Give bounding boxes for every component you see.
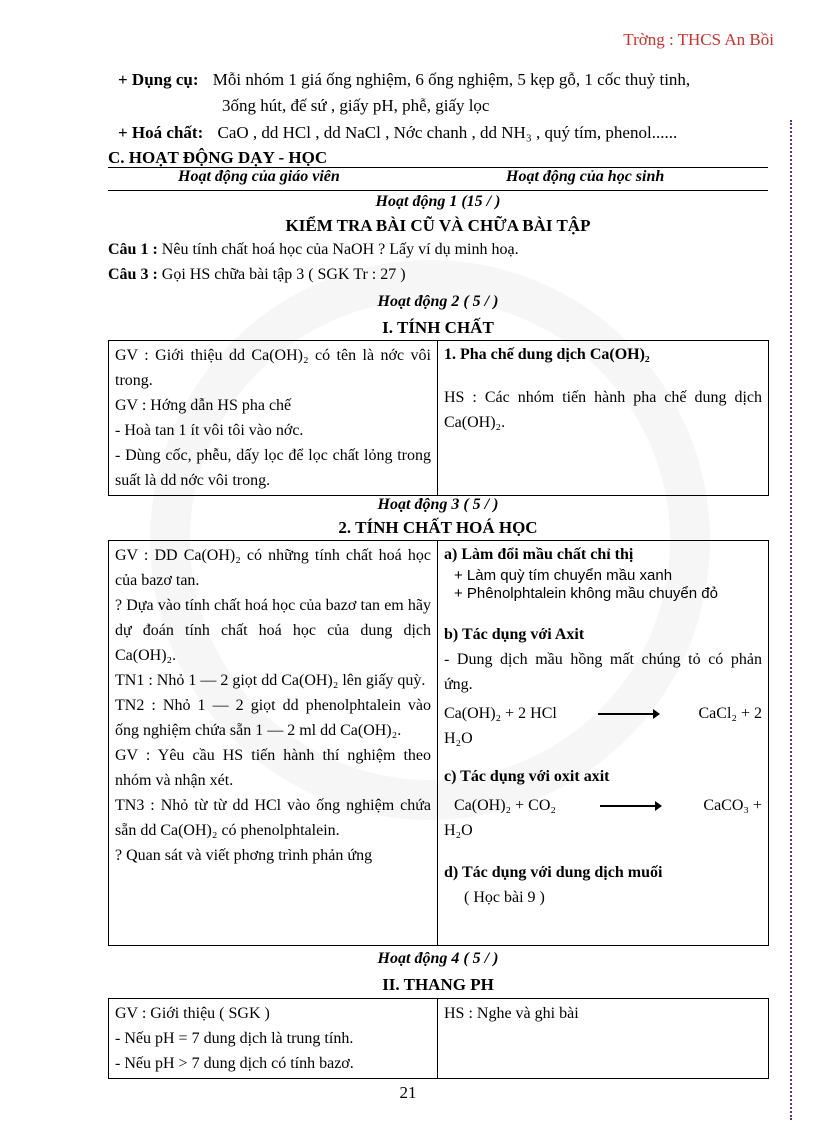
equation-1-right: CaCl₂ + 2 (698, 705, 762, 722)
school-header: Trờng : THCS An Bồi (623, 30, 774, 49)
activity4-gv-line: - Nếu pH > 7 dung dịch có tính bazơ. (115, 1055, 354, 1072)
activity3-teacher-cell (109, 541, 438, 946)
reaction-arrow-icon (600, 805, 660, 807)
tools-label: + Dụng cụ: (118, 70, 199, 89)
property-d-text: ( Học bài 9 ) (464, 889, 545, 906)
activity3-heading: 2. TÍNH CHẤT HOÁ HỌC (338, 518, 538, 537)
question-1-label: Câu 1 : (108, 241, 158, 258)
activity4-heading: II. THANG PH (382, 975, 494, 994)
activity4-title: Hoạt động 4 ( 5 / ) (377, 950, 499, 967)
reaction-arrow-icon (598, 713, 658, 715)
equation-2-right: CaCO₃ + (703, 797, 762, 814)
activity2-hs-text: HS : Các nhóm tiến hành pha chế dung dịch Ca(OH)₂. (444, 389, 762, 431)
equation-2-tail: H₂O (444, 822, 473, 839)
tools-text-2: 3ống hút, đế sứ , giấy pH, phễ, giấy lọc (222, 96, 490, 115)
activity3-gv-line: GV : Yêu cầu HS tiến hành thí nghiệm theo nhóm và nhận xét. (115, 747, 431, 789)
activity3-gv-line: GV : DD Ca(OH)₂ có những tính chất hoá học của bazơ tan. (115, 547, 431, 589)
col-teacher-header: Hoạt động của giáo viên (178, 168, 340, 185)
tools-text: Mỗi nhóm 1 giá ống nghiệm, 6 ống nghiệm, 5 kẹp gỗ, 1 cốc thuỷ tinh, (212, 70, 691, 89)
chemicals-text: CaO , dd HCl , dd NaCl , Nớc chanh , dd NH₃ , quý tím, phenol...... (217, 123, 678, 142)
activity2-gv-line: GV : Giới thiệu dd Ca(OH)₂ có tên là nớc vôi trong. (115, 347, 431, 389)
activity3-student-cell (438, 541, 769, 946)
property-b-heading: b) Tác dụng với Axit (444, 626, 585, 643)
activity3-gv-line: TN2 : Nhỏ 1 — 2 giọt dd phenolphtalein vào ống nghiệm chứa sẵn 1 — 2 ml dd Ca(OH)₂. (115, 697, 431, 739)
equation-1-left: Ca(OH)₂ + 2 HCl (444, 705, 557, 722)
activity2-gv-line: - Dùng cốc, phễu, dấy lọc để lọc chất lỏng trong suất là dd nớc vôi trong. (115, 447, 431, 489)
margin-dotted-line (790, 120, 792, 1120)
property-a-item: + Làm quỳ tím chuyển mầu xanh (454, 567, 673, 584)
activity4-gv-line: GV : Giới thiệu ( SGK ) (115, 1005, 270, 1022)
property-b-text: - Dung dịch mầu hồng mất chúng tỏ có phản ứng. (444, 651, 762, 693)
section-c-title: C. HOẠT ĐỘNG DẠY - HỌC (108, 148, 328, 167)
tools-line (118, 70, 690, 90)
activity2-gv-line: GV : Hớng dẫn HS pha chế (115, 397, 292, 414)
activity3-gv-line: ? Dựa vào tính chất hoá học của bazơ tan em hãy dự đoán tính chất hoá học của dung dịch Ca(OH)₂. (115, 597, 431, 664)
equation-1-tail: H₂O (444, 730, 473, 747)
activity4-gv-line: - Nếu pH = 7 dung dịch là trung tính. (115, 1030, 354, 1047)
activity4-hs-text: HS : Nghe và ghi bài (444, 1005, 579, 1022)
equation-2 (444, 793, 762, 818)
chemicals-label: + Hoá chất: (118, 123, 204, 142)
activity2-student-cell (438, 341, 769, 496)
activity2-teacher-cell (109, 341, 438, 496)
activity1-title: Hoạt động 1 (15 / ) (375, 193, 501, 210)
activity4-student-cell (438, 999, 769, 1079)
activity3-table (108, 540, 769, 946)
activity3-gv-line: TN1 : Nhỏ 1 — 2 giọt dd Ca(OH)₂ lên giấy quỳ. (115, 672, 426, 689)
chemicals-line (118, 123, 677, 143)
question-3 (108, 266, 406, 284)
activity2-title: Hoạt động 2 ( 5 / ) (377, 293, 499, 310)
activity2-gv-line: - Hoà tan 1 ít vôi tôi vào nớc. (115, 422, 304, 439)
property-a-heading: a) Làm đổi mầu chất chỉ thị (444, 546, 634, 563)
question-1-text: Nêu tính chất hoá học của NaOH ? Lấy ví dụ minh hoạ. (161, 241, 519, 258)
activity2-heading: I. TÍNH CHẤT (382, 318, 494, 337)
activity2-hs-heading: 1. Pha chế dung dịch Ca(OH)₂ (444, 346, 650, 363)
activity1-heading: KIỂM TRA BÀI CŨ VÀ CHỮA BÀI TẬP (285, 216, 591, 235)
question-3-label: Câu 3 : (108, 266, 158, 283)
page-number: 21 (399, 1083, 417, 1102)
equation-1 (444, 701, 762, 726)
question-1 (108, 241, 519, 259)
property-d-heading: d) Tác dụng với dung dịch muối (444, 864, 663, 881)
question-3-text: Gọi HS chữa bài tập 3 ( SGK Tr : 27 ) (161, 266, 406, 283)
section-divider-bottom (108, 190, 768, 191)
property-a-item: + Phênolphtalein không mầu chuyển đỏ (454, 585, 718, 602)
col-student-header: Hoạt động của học sinh (506, 168, 665, 185)
activity3-title: Hoạt động 3 ( 5 / ) (377, 496, 499, 513)
equation-2-left: Ca(OH)₂ + CO₂ (454, 797, 556, 814)
activity4-teacher-cell (109, 999, 438, 1079)
activity2-table (108, 340, 769, 496)
activity4-table (108, 998, 769, 1079)
activity3-gv-line: TN3 : Nhỏ từ từ dd HCl vào ống nghiệm chứa sẵn dd Ca(OH)₂ có phenolphtalein. (115, 797, 431, 839)
property-c-heading: c) Tác dụng với oxit axit (444, 768, 610, 785)
activity3-gv-line: ? Quan sát và viết phơng trình phản ứng (115, 847, 373, 864)
